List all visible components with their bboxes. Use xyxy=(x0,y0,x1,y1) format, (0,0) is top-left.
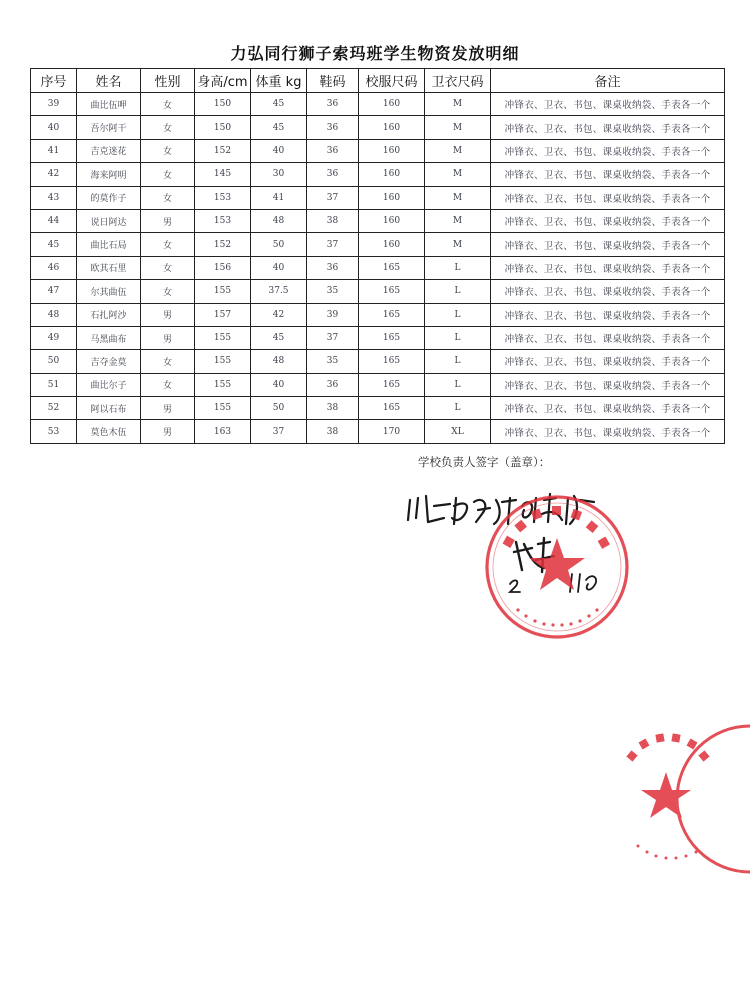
table-row xyxy=(31,163,725,186)
cell-remarks: 冲锋衣、卫衣、书包、课桌收纳袋、手表各一个 xyxy=(491,256,725,279)
cell-index: 49 xyxy=(31,326,77,349)
cell-remarks: 冲锋衣、卫衣、书包、课桌收纳袋、手表各一个 xyxy=(491,233,725,256)
cell-remarks: 冲锋衣、卫衣、书包、课桌收纳袋、手表各一个 xyxy=(491,280,725,303)
table-row xyxy=(31,233,725,256)
cell-height: 150 xyxy=(195,116,251,139)
table-row xyxy=(31,116,725,139)
cell-remarks: 冲锋衣、卫衣、书包、课桌收纳袋、手表各一个 xyxy=(491,420,725,443)
cell-hoodie-size: XL xyxy=(425,420,491,443)
cell-gender: 男 xyxy=(141,326,195,349)
cell-name: 曲比石局 xyxy=(77,233,141,256)
cell-gender: 女 xyxy=(141,256,195,279)
cell-weight: 40 xyxy=(251,139,307,162)
table-row xyxy=(31,420,725,443)
cell-weight: 40 xyxy=(251,256,307,279)
cell-gender: 女 xyxy=(141,373,195,396)
cell-height: 155 xyxy=(195,326,251,349)
cell-weight: 45 xyxy=(251,116,307,139)
cell-height: 156 xyxy=(195,256,251,279)
table-row xyxy=(31,280,725,303)
cell-shoe-size: 35 xyxy=(307,350,359,373)
official-seal-stamp-secondary xyxy=(610,718,750,880)
cell-height: 157 xyxy=(195,303,251,326)
cell-hoodie-size: L xyxy=(425,373,491,396)
cell-weight: 40 xyxy=(251,373,307,396)
cell-name: 欧其石里 xyxy=(77,256,141,279)
cell-name: 尔其曲伍 xyxy=(77,280,141,303)
cell-uniform-size: 165 xyxy=(359,373,425,396)
cell-hoodie-size: L xyxy=(425,350,491,373)
cell-uniform-size: 165 xyxy=(359,397,425,420)
cell-index: 41 xyxy=(31,139,77,162)
cell-shoe-size: 38 xyxy=(307,397,359,420)
cell-shoe-size: 36 xyxy=(307,116,359,139)
cell-name: 曲比尔子 xyxy=(77,373,141,396)
cell-weight: 50 xyxy=(251,397,307,420)
table-row xyxy=(31,139,725,162)
cell-hoodie-size: L xyxy=(425,326,491,349)
cell-gender: 女 xyxy=(141,163,195,186)
table-row xyxy=(31,256,725,279)
cell-uniform-size: 160 xyxy=(359,139,425,162)
table-row xyxy=(31,93,725,116)
cell-shoe-size: 36 xyxy=(307,256,359,279)
cell-remarks: 冲锋衣、卫衣、书包、课桌收纳袋、手表各一个 xyxy=(491,186,725,209)
cell-height: 155 xyxy=(195,280,251,303)
cell-name: 的莫作子 xyxy=(77,186,141,209)
cell-weight: 48 xyxy=(251,209,307,232)
cell-weight: 45 xyxy=(251,326,307,349)
col-header-name: 姓名 xyxy=(77,69,141,93)
table-row xyxy=(31,326,725,349)
cell-gender: 女 xyxy=(141,350,195,373)
cell-gender: 女 xyxy=(141,116,195,139)
cell-gender: 女 xyxy=(141,186,195,209)
cell-gender: 女 xyxy=(141,233,195,256)
cell-index: 45 xyxy=(31,233,77,256)
cell-index: 39 xyxy=(31,93,77,116)
cell-shoe-size: 36 xyxy=(307,93,359,116)
cell-hoodie-size: M xyxy=(425,116,491,139)
col-header-hoodie-size: 卫衣尺码 xyxy=(425,69,491,93)
col-header-height: 身高/cm xyxy=(195,69,251,93)
cell-index: 40 xyxy=(31,116,77,139)
cell-uniform-size: 165 xyxy=(359,326,425,349)
cell-shoe-size: 36 xyxy=(307,163,359,186)
table-row xyxy=(31,209,725,232)
cell-uniform-size: 165 xyxy=(359,256,425,279)
cell-name: 海来阿明 xyxy=(77,163,141,186)
cell-shoe-size: 37 xyxy=(307,186,359,209)
cell-gender: 女 xyxy=(141,280,195,303)
cell-shoe-size: 37 xyxy=(307,326,359,349)
cell-height: 163 xyxy=(195,420,251,443)
cell-hoodie-size: M xyxy=(425,93,491,116)
cell-index: 43 xyxy=(31,186,77,209)
cell-gender: 女 xyxy=(141,139,195,162)
col-header-shoe-size: 鞋码 xyxy=(307,69,359,93)
cell-hoodie-size: L xyxy=(425,256,491,279)
col-header-remarks: 备注 xyxy=(491,69,725,93)
cell-remarks: 冲锋衣、卫衣、书包、课桌收纳袋、手表各一个 xyxy=(491,163,725,186)
cell-height: 152 xyxy=(195,233,251,256)
cell-uniform-size: 160 xyxy=(359,186,425,209)
cell-hoodie-size: M xyxy=(425,163,491,186)
cell-weight: 48 xyxy=(251,350,307,373)
table-row xyxy=(31,186,725,209)
cell-height: 155 xyxy=(195,373,251,396)
cell-height: 155 xyxy=(195,397,251,420)
cell-gender: 男 xyxy=(141,303,195,326)
col-header-weight: 体重 kg xyxy=(251,69,307,93)
official-seal-stamp xyxy=(482,492,632,642)
cell-uniform-size: 160 xyxy=(359,209,425,232)
cell-name: 吾尔阿干 xyxy=(77,116,141,139)
cell-height: 155 xyxy=(195,350,251,373)
cell-index: 50 xyxy=(31,350,77,373)
table-row xyxy=(31,350,725,373)
cell-height: 153 xyxy=(195,209,251,232)
cell-shoe-size: 39 xyxy=(307,303,359,326)
table-row xyxy=(31,303,725,326)
cell-gender: 女 xyxy=(141,93,195,116)
cell-remarks: 冲锋衣、卫衣、书包、课桌收纳袋、手表各一个 xyxy=(491,209,725,232)
cell-index: 48 xyxy=(31,303,77,326)
cell-hoodie-size: L xyxy=(425,303,491,326)
header-row xyxy=(31,69,725,93)
cell-uniform-size: 165 xyxy=(359,303,425,326)
cell-name: 莫色木伍 xyxy=(77,420,141,443)
cell-uniform-size: 165 xyxy=(359,280,425,303)
cell-remarks: 冲锋衣、卫衣、书包、课桌收纳袋、手表各一个 xyxy=(491,116,725,139)
cell-remarks: 冲锋衣、卫衣、书包、课桌收纳袋、手表各一个 xyxy=(491,373,725,396)
cell-name: 吉夺金莫 xyxy=(77,350,141,373)
cell-index: 42 xyxy=(31,163,77,186)
cell-index: 44 xyxy=(31,209,77,232)
cell-name: 曲比伍呷 xyxy=(77,93,141,116)
cell-height: 152 xyxy=(195,139,251,162)
cell-remarks: 冲锋衣、卫衣、书包、课桌收纳袋、手表各一个 xyxy=(491,303,725,326)
cell-remarks: 冲锋衣、卫衣、书包、课桌收纳袋、手表各一个 xyxy=(491,326,725,349)
cell-uniform-size: 165 xyxy=(359,350,425,373)
col-header-index: 序号 xyxy=(31,69,77,93)
col-header-uniform-size: 校服尺码 xyxy=(359,69,425,93)
cell-name: 石扎阿沙 xyxy=(77,303,141,326)
table-row xyxy=(31,397,725,420)
cell-uniform-size: 160 xyxy=(359,116,425,139)
cell-weight: 50 xyxy=(251,233,307,256)
cell-shoe-size: 37 xyxy=(307,233,359,256)
table-row xyxy=(31,373,725,396)
cell-hoodie-size: M xyxy=(425,233,491,256)
cell-height: 145 xyxy=(195,163,251,186)
cell-name: 吉克迷花 xyxy=(77,139,141,162)
document-title: 力弘同行狮子索玛班学生物资发放明细 xyxy=(230,44,520,63)
cell-gender: 男 xyxy=(141,397,195,420)
cell-name: 马黑曲布 xyxy=(77,326,141,349)
cell-name: 阿以石布 xyxy=(77,397,141,420)
cell-shoe-size: 38 xyxy=(307,420,359,443)
roster-table xyxy=(30,68,725,444)
cell-uniform-size: 170 xyxy=(359,420,425,443)
cell-weight: 42 xyxy=(251,303,307,326)
cell-hoodie-size: M xyxy=(425,209,491,232)
cell-hoodie-size: L xyxy=(425,397,491,420)
cell-index: 46 xyxy=(31,256,77,279)
cell-index: 52 xyxy=(31,397,77,420)
cell-weight: 37 xyxy=(251,420,307,443)
cell-height: 150 xyxy=(195,93,251,116)
roster-body xyxy=(31,93,725,444)
cell-shoe-size: 35 xyxy=(307,280,359,303)
cell-gender: 男 xyxy=(141,209,195,232)
cell-weight: 30 xyxy=(251,163,307,186)
cell-uniform-size: 160 xyxy=(359,93,425,116)
cell-hoodie-size: M xyxy=(425,186,491,209)
cell-remarks: 冲锋衣、卫衣、书包、课桌收纳袋、手表各一个 xyxy=(491,397,725,420)
cell-weight: 41 xyxy=(251,186,307,209)
cell-shoe-size: 38 xyxy=(307,209,359,232)
cell-weight: 37.5 xyxy=(251,280,307,303)
cell-shoe-size: 36 xyxy=(307,139,359,162)
cell-index: 51 xyxy=(31,373,77,396)
cell-gender: 男 xyxy=(141,420,195,443)
cell-index: 47 xyxy=(31,280,77,303)
cell-hoodie-size: M xyxy=(425,139,491,162)
cell-remarks: 冲锋衣、卫衣、书包、课桌收纳袋、手表各一个 xyxy=(491,139,725,162)
cell-index: 53 xyxy=(31,420,77,443)
signature-label: 学校负责人签字（盖章）： xyxy=(418,455,551,469)
cell-uniform-size: 160 xyxy=(359,233,425,256)
cell-shoe-size: 36 xyxy=(307,373,359,396)
cell-hoodie-size: L xyxy=(425,280,491,303)
cell-height: 153 xyxy=(195,186,251,209)
cell-name: 说日阿达 xyxy=(77,209,141,232)
cell-weight: 45 xyxy=(251,93,307,116)
cell-remarks: 冲锋衣、卫衣、书包、课桌收纳袋、手表各一个 xyxy=(491,93,725,116)
col-header-gender: 性别 xyxy=(141,69,195,93)
cell-uniform-size: 160 xyxy=(359,163,425,186)
cell-remarks: 冲锋衣、卫衣、书包、课桌收纳袋、手表各一个 xyxy=(491,350,725,373)
